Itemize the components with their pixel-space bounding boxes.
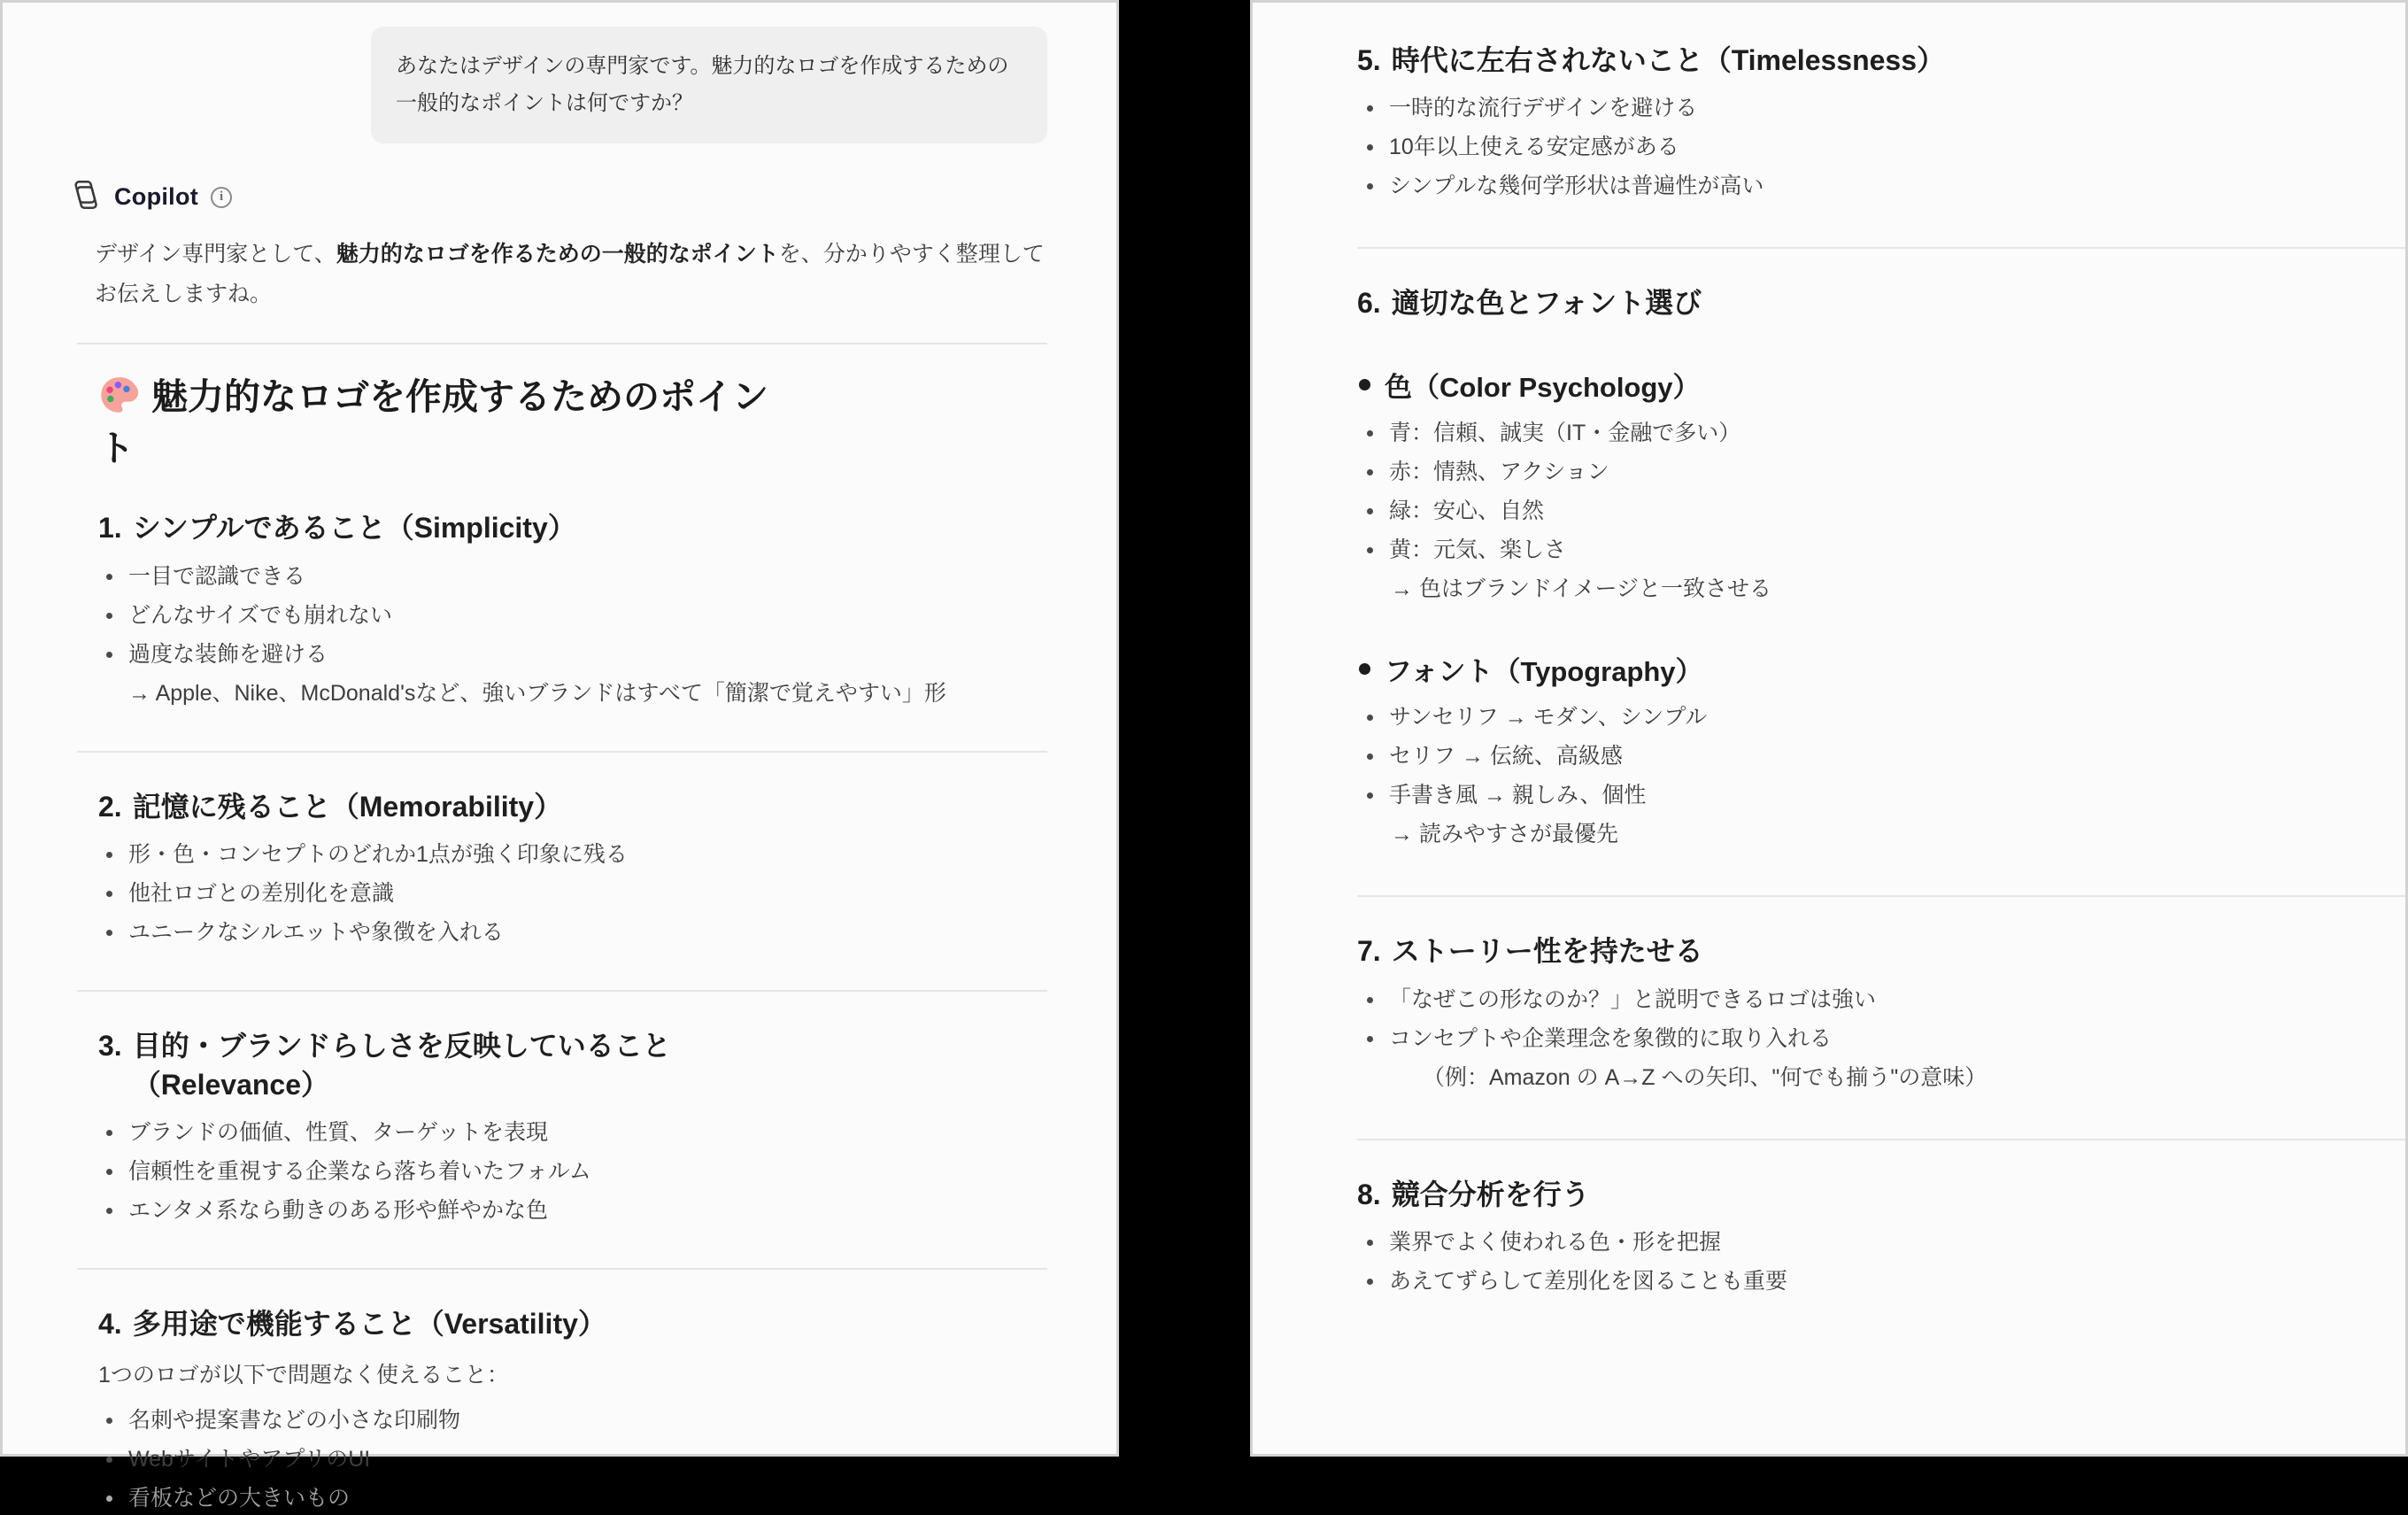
section-number: 3. (98, 1030, 122, 1063)
bullet-list (1359, 417, 2405, 567)
bullet-list (1359, 92, 2405, 203)
divider (77, 751, 1047, 753)
bullet-item: シンプルな幾何学形状は普遍性が高い (1359, 170, 2352, 203)
section-2 (73, 788, 1047, 949)
section-title-text: 多用途で機能すること（Versatility） (132, 1307, 606, 1340)
intro-pre: デザイン専門家として、 (95, 242, 336, 267)
section-title (1357, 284, 2405, 322)
bullet-item: 業界でよく使われる色・形を把握 (1359, 1226, 2352, 1259)
bullet-item: 手書き風 → 親しみ、個性 (1359, 779, 2352, 812)
bullet-item: 緑：安心、自然 (1359, 495, 2352, 528)
bullet-item: セリフ → 伝統、高級感 (1359, 740, 2352, 773)
section-number: 1. (98, 512, 122, 545)
bullet-list (98, 1117, 1047, 1227)
section-number: 5. (1357, 44, 1381, 76)
bullet-item: 10年以上使える安定感がある (1359, 131, 2352, 164)
divider (1357, 1139, 2405, 1140)
section-title (1357, 1176, 2405, 1214)
bullet-item: エンタメ系なら動きのある形や鮮やかな色 (98, 1194, 994, 1227)
bullet-list (98, 1404, 1047, 1515)
subsection-title-color: 色（Color Psychology） (1359, 365, 2405, 405)
section-6 (1357, 284, 2405, 851)
divider (77, 990, 1047, 992)
bullet-item: あえてずらして差別化を図ることも重要 (1359, 1265, 2352, 1298)
bullet-item: 名刺や提案書などの小さな印刷物 (98, 1404, 994, 1437)
bullet-item: 「なぜこの形なのか？」と説明できるロゴは強い (1359, 984, 2352, 1016)
note-line: → 色はブランドイメージと一致させる (1391, 576, 1771, 602)
section-title-text: 時代に左右されないこと（Timelessness） (1391, 44, 1946, 76)
chat-panel-left (0, 0, 1119, 1511)
bullet-item: 過度な装飾を避ける (98, 638, 994, 671)
section-number: 7. (1357, 935, 1381, 968)
divider (77, 343, 1047, 344)
bullet-item: 赤：情熱、アクション (1359, 456, 2352, 489)
section-title (98, 1027, 1047, 1103)
section-title (98, 788, 1047, 826)
bullet-item: ブランドの価値、性質、ターゲットを表現 (98, 1117, 994, 1149)
note-line: → 読みやすさが最優先 (1391, 821, 1618, 846)
bullet-item: 一目で認識できる (98, 560, 994, 593)
section-lead: 1つのロゴが以下で問題なく使えること： (98, 1362, 509, 1387)
bullet-item: 他社ロゴとの差別化を意識 (98, 877, 994, 910)
section-title (1357, 42, 2405, 80)
section-4 (73, 1305, 1047, 1515)
divider (77, 1268, 1047, 1270)
bullet-list (98, 560, 1047, 671)
page-title (98, 371, 798, 474)
note-line: （例：Amazon の A→Z への矢印、"何でも揃う"の意味） (1423, 1064, 1987, 1090)
section-3 (73, 1027, 1047, 1226)
user-message-text: あなたはデザインの専門家です。魅力的なロゴを作成するための一般的なポイントは何ですか？ (396, 54, 1009, 115)
user-message (371, 27, 1047, 143)
assistant-intro (95, 235, 1047, 314)
bullet-list (1359, 984, 2405, 1055)
bullet-item: サンセリフ → モダン、シンプル (1359, 701, 2352, 734)
chat-panel-right (1250, 0, 2408, 1457)
section-title-text: ストーリー性を持たせる (1391, 935, 1703, 968)
bullet-item: 黄：元気、楽しさ (1359, 534, 2352, 567)
bullet-list (1359, 701, 2405, 812)
section-title-text: 競合分析を行う (1391, 1179, 1590, 1211)
assistant-name: Copilot (114, 183, 199, 210)
copilot-logo-icon (66, 177, 102, 217)
section-number: 2. (98, 791, 122, 823)
bullet-item: 信頼性を重視する企業なら落ち着いたフォルム (98, 1156, 994, 1188)
bullet-item: 形・色・コンセプトのどれか1点が強く印象に残る (98, 839, 994, 871)
intro-post: を、分かりやすく整理してお伝えしますね。 (95, 242, 1045, 306)
section-title (98, 1305, 1047, 1343)
bullet-item: ユニークなシルエットや象徴を入れる (98, 916, 994, 949)
section-title (98, 509, 1047, 547)
section-number: 8. (1357, 1179, 1381, 1211)
section-1 (73, 509, 1047, 710)
intro-bold: 魅力的なロゴを作るための一般的なポイント (336, 242, 779, 267)
section-number: 4. (98, 1307, 122, 1340)
bullet-item: どんなサイズでも崩れない (98, 599, 994, 632)
subsection-title-font: フォント（Typography） (1359, 649, 2405, 689)
divider (1357, 247, 2405, 249)
section-8 (1357, 1176, 2405, 1298)
page-title-text: 魅力的なロゴを作成するためのポイント (98, 376, 768, 469)
section-title (1357, 932, 2405, 970)
note-line: → Apple、Nike、McDonald'sなど、強いブランドはすべて「簡潔で覚えやすい」形 (128, 680, 946, 706)
info-icon[interactable] (211, 187, 232, 208)
section-5 (1357, 42, 2405, 203)
palette-emoji-icon (98, 375, 139, 415)
section-title-text: 目的・ブランドらしさを反映していること（Relevance） (132, 1030, 671, 1101)
bullet-item: 青：信頼、誠実（IT・金融で多い） (1359, 417, 2352, 450)
section-7 (1357, 932, 2405, 1094)
bullet-item: WebサイトやアプリのUI (98, 1443, 994, 1476)
divider (1357, 895, 2405, 897)
assistant-header (66, 177, 1047, 217)
bullet-item: コンセプトや企業理念を象徴的に取り入れる (1359, 1023, 2352, 1055)
section-number: 6. (1357, 287, 1381, 320)
section-title-text: シンプルであること（Simplicity） (132, 512, 576, 545)
bullet-item: 一時的な流行デザインを避ける (1359, 92, 2352, 125)
section-title-text: 記憶に残ること（Memorability） (132, 791, 563, 823)
bullet-item: 看板などの大きいもの (98, 1482, 994, 1515)
bullet-list (1359, 1226, 2405, 1298)
section-title-text: 適切な色とフォント選び (1391, 287, 1702, 320)
bullet-list (98, 839, 1047, 949)
